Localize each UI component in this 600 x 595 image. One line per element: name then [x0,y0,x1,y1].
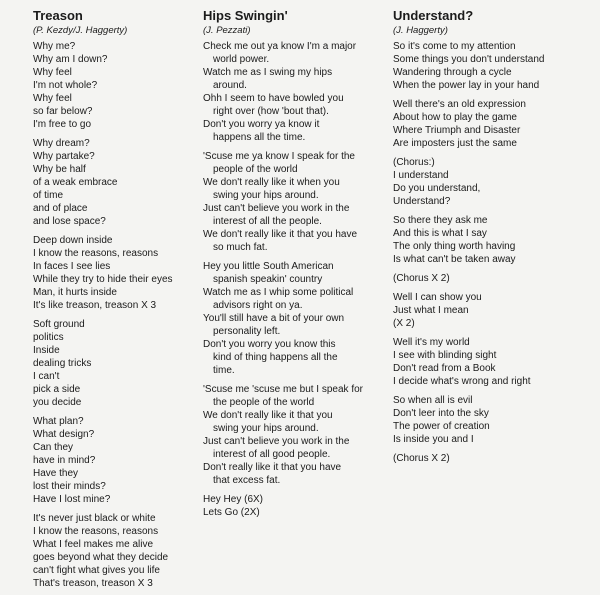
lyric-line: That's treason, treason X 3 [33,578,153,589]
lyric-line: Is inside you and I [393,434,474,445]
lyric-line: Is what can't be taken away [393,254,516,265]
lyric-line: The power of creation [393,421,490,432]
lyric-line: Why feel [33,93,72,104]
lyric-line: We don't really like it that you have [203,229,358,240]
lyric-line: (Chorus X 2) [393,273,450,284]
lyric-line: Don't you worry you know this [203,339,336,350]
lyric-line: lost their minds? [33,481,106,492]
lyric-line: have in mind? [33,455,96,466]
lyric-line: Why partake? [33,151,95,162]
lyric-line: interest of all good people. [213,449,331,460]
lyric-line: of a weak embrace [33,177,118,188]
song-title: Hips Swingin' [203,8,288,23]
lyric-line: About how to play the game [393,112,517,123]
lyric-line: Where Triumph and Disaster [393,125,521,136]
lyric-line: personality left. [213,326,281,337]
lyric-line: Why me? [33,41,76,52]
lyrics-body [393,40,593,465]
lyric-line: The only thing worth having [393,241,516,252]
lyric-line: Inside [33,345,60,356]
lyric-line: swing your hips around. [213,190,319,201]
lyric-line: So there they ask me [393,215,488,226]
lyric-line: kind of thing happens all the [213,352,338,363]
lyric-line: While they try to hide their eyes [33,274,173,285]
lyric-line: goes beyond what they decide [33,552,169,563]
lyric-line: 'Scuse me 'scuse me but I speak for [203,384,363,395]
lyric-line: Watch me as I swing my hips [203,67,333,78]
lyric-line: happens all the time. [213,132,306,143]
lyric-line: and of place [33,203,88,214]
lyric-line: I see with blinding sight [393,350,497,361]
lyric-line: What I feel makes me alive [33,539,154,550]
song-credit: (J. Haggerty) [393,25,448,36]
lyric-line: so far below? [33,106,93,117]
lyric-line: You'll still have a bit of your own [203,313,345,324]
lyric-line: Some things you don't understand [393,54,545,65]
lyric-line: Hey you little South American [203,261,334,272]
lyric-line: We don't really like it when you [203,177,340,188]
lyric-line: dealing tricks [33,358,92,369]
lyric-line: Why dream? [33,138,90,149]
lyric-line: We don't really like it that you [203,410,333,421]
lyric-line: Well there's an old expression [393,99,526,110]
lyric-line: so much fat. [213,242,268,253]
song-treason [33,8,193,590]
lyric-line: So it's come to my attention [393,41,516,52]
lyric-line: the people of the world [213,397,315,408]
song-understand [393,8,593,465]
lyric-line: Lets Go (2X) [203,507,260,518]
lyric-line: Watch me as I whip some political [203,287,354,298]
lyric-line: I decide what's wrong and right [393,376,531,387]
lyric-line: that excess fat. [213,475,281,486]
lyric-line: pick a side [33,384,81,395]
lyric-line: of time [33,190,64,201]
lyric-line: Deep down inside [33,235,113,246]
lyric-line: (Chorus X 2) [393,453,450,464]
lyric-line: time. [213,365,235,376]
lyric-line: swing your hips around. [213,423,319,434]
lyric-line: Just can't believe you work in the [203,436,350,447]
song-title: Treason [33,8,83,23]
lyric-line: I'm free to go [33,119,92,130]
lyric-line: Man, it hurts inside [33,287,117,298]
lyric-line: can't fight what gives you life [33,565,160,576]
lyric-line: Do you understand, [393,183,481,194]
lyric-line: Well it's my world [393,337,470,348]
lyric-line: Don't read from a Book [393,363,496,374]
lyric-line: What design? [33,429,95,440]
lyric-line: Why be half [33,164,86,175]
lyric-line: spanish speakin' country [213,274,323,285]
lyric-line: And this is what I say [393,228,487,239]
lyric-line: around. [213,80,247,91]
lyric-line: Are imposters just the same [393,138,517,149]
lyric-line: What plan? [33,416,84,427]
lyric-line: Can they [33,442,74,453]
lyric-line: I understand [393,170,449,181]
lyric-line: (X 2) [393,318,415,329]
lyric-line: When the power lay in your hand [393,80,540,91]
lyric-line: I'm not whole? [33,80,98,91]
lyric-line: world power. [213,54,270,65]
song-credit: (P. Kezdy/J. Haggerty) [33,25,128,36]
lyric-line: Ohh I seem to have bowled you [203,93,344,104]
lyric-line: It's never just black or white [33,513,156,524]
lyric-line: Why am I down? [33,54,108,65]
lyric-line: Have they [33,468,79,479]
song-credit: (J. Pezzati) [203,25,251,36]
lyric-line: Understand? [393,196,451,207]
lyric-line: Soft ground [33,319,85,330]
lyric-line: (Chorus:) [393,157,435,168]
lyric-line: you decide [33,397,82,408]
lyric-line: 'Scuse me ya know I speak for the [203,151,355,162]
lyric-line: So when all is evil [393,395,473,406]
song-hips-swingin [203,8,383,519]
lyric-line: Why feel [33,67,72,78]
lyric-line: I know the reasons, reasons [33,248,159,259]
lyric-line: I can't [33,371,60,382]
lyric-line: Don't leer into the sky [393,408,489,419]
lyric-line: Wandering through a cycle [393,67,512,78]
lyric-line: Well I can show you [393,292,482,303]
lyric-line: In faces I see lies [33,261,111,272]
lyric-line: I know the reasons, reasons [33,526,159,537]
lyric-line: Have I lost mine? [33,494,111,505]
lyrics-body [203,40,383,519]
lyric-line: Just what I mean [393,305,469,316]
lyric-line: politics [33,332,64,343]
lyric-line: Don't really like it that you have [203,462,342,473]
lyric-line: and lose space? [33,216,106,227]
lyric-line: advisors right on ya. [213,300,303,311]
lyric-line: It's like treason, treason X 3 [33,300,157,311]
lyric-line: right over (how 'bout that). [213,106,329,117]
lyric-line: people of the world [213,164,298,175]
lyric-line: interest of all the people. [213,216,322,227]
song-title: Understand? [393,8,474,23]
lyric-line: Just can't believe you work in the [203,203,350,214]
lyric-line: Hey Hey (6X) [203,494,264,505]
lyrics-body [33,40,193,590]
lyric-line: Check me out ya know I'm a major [203,41,357,52]
lyric-line: Don't you worry ya know it [203,119,320,130]
